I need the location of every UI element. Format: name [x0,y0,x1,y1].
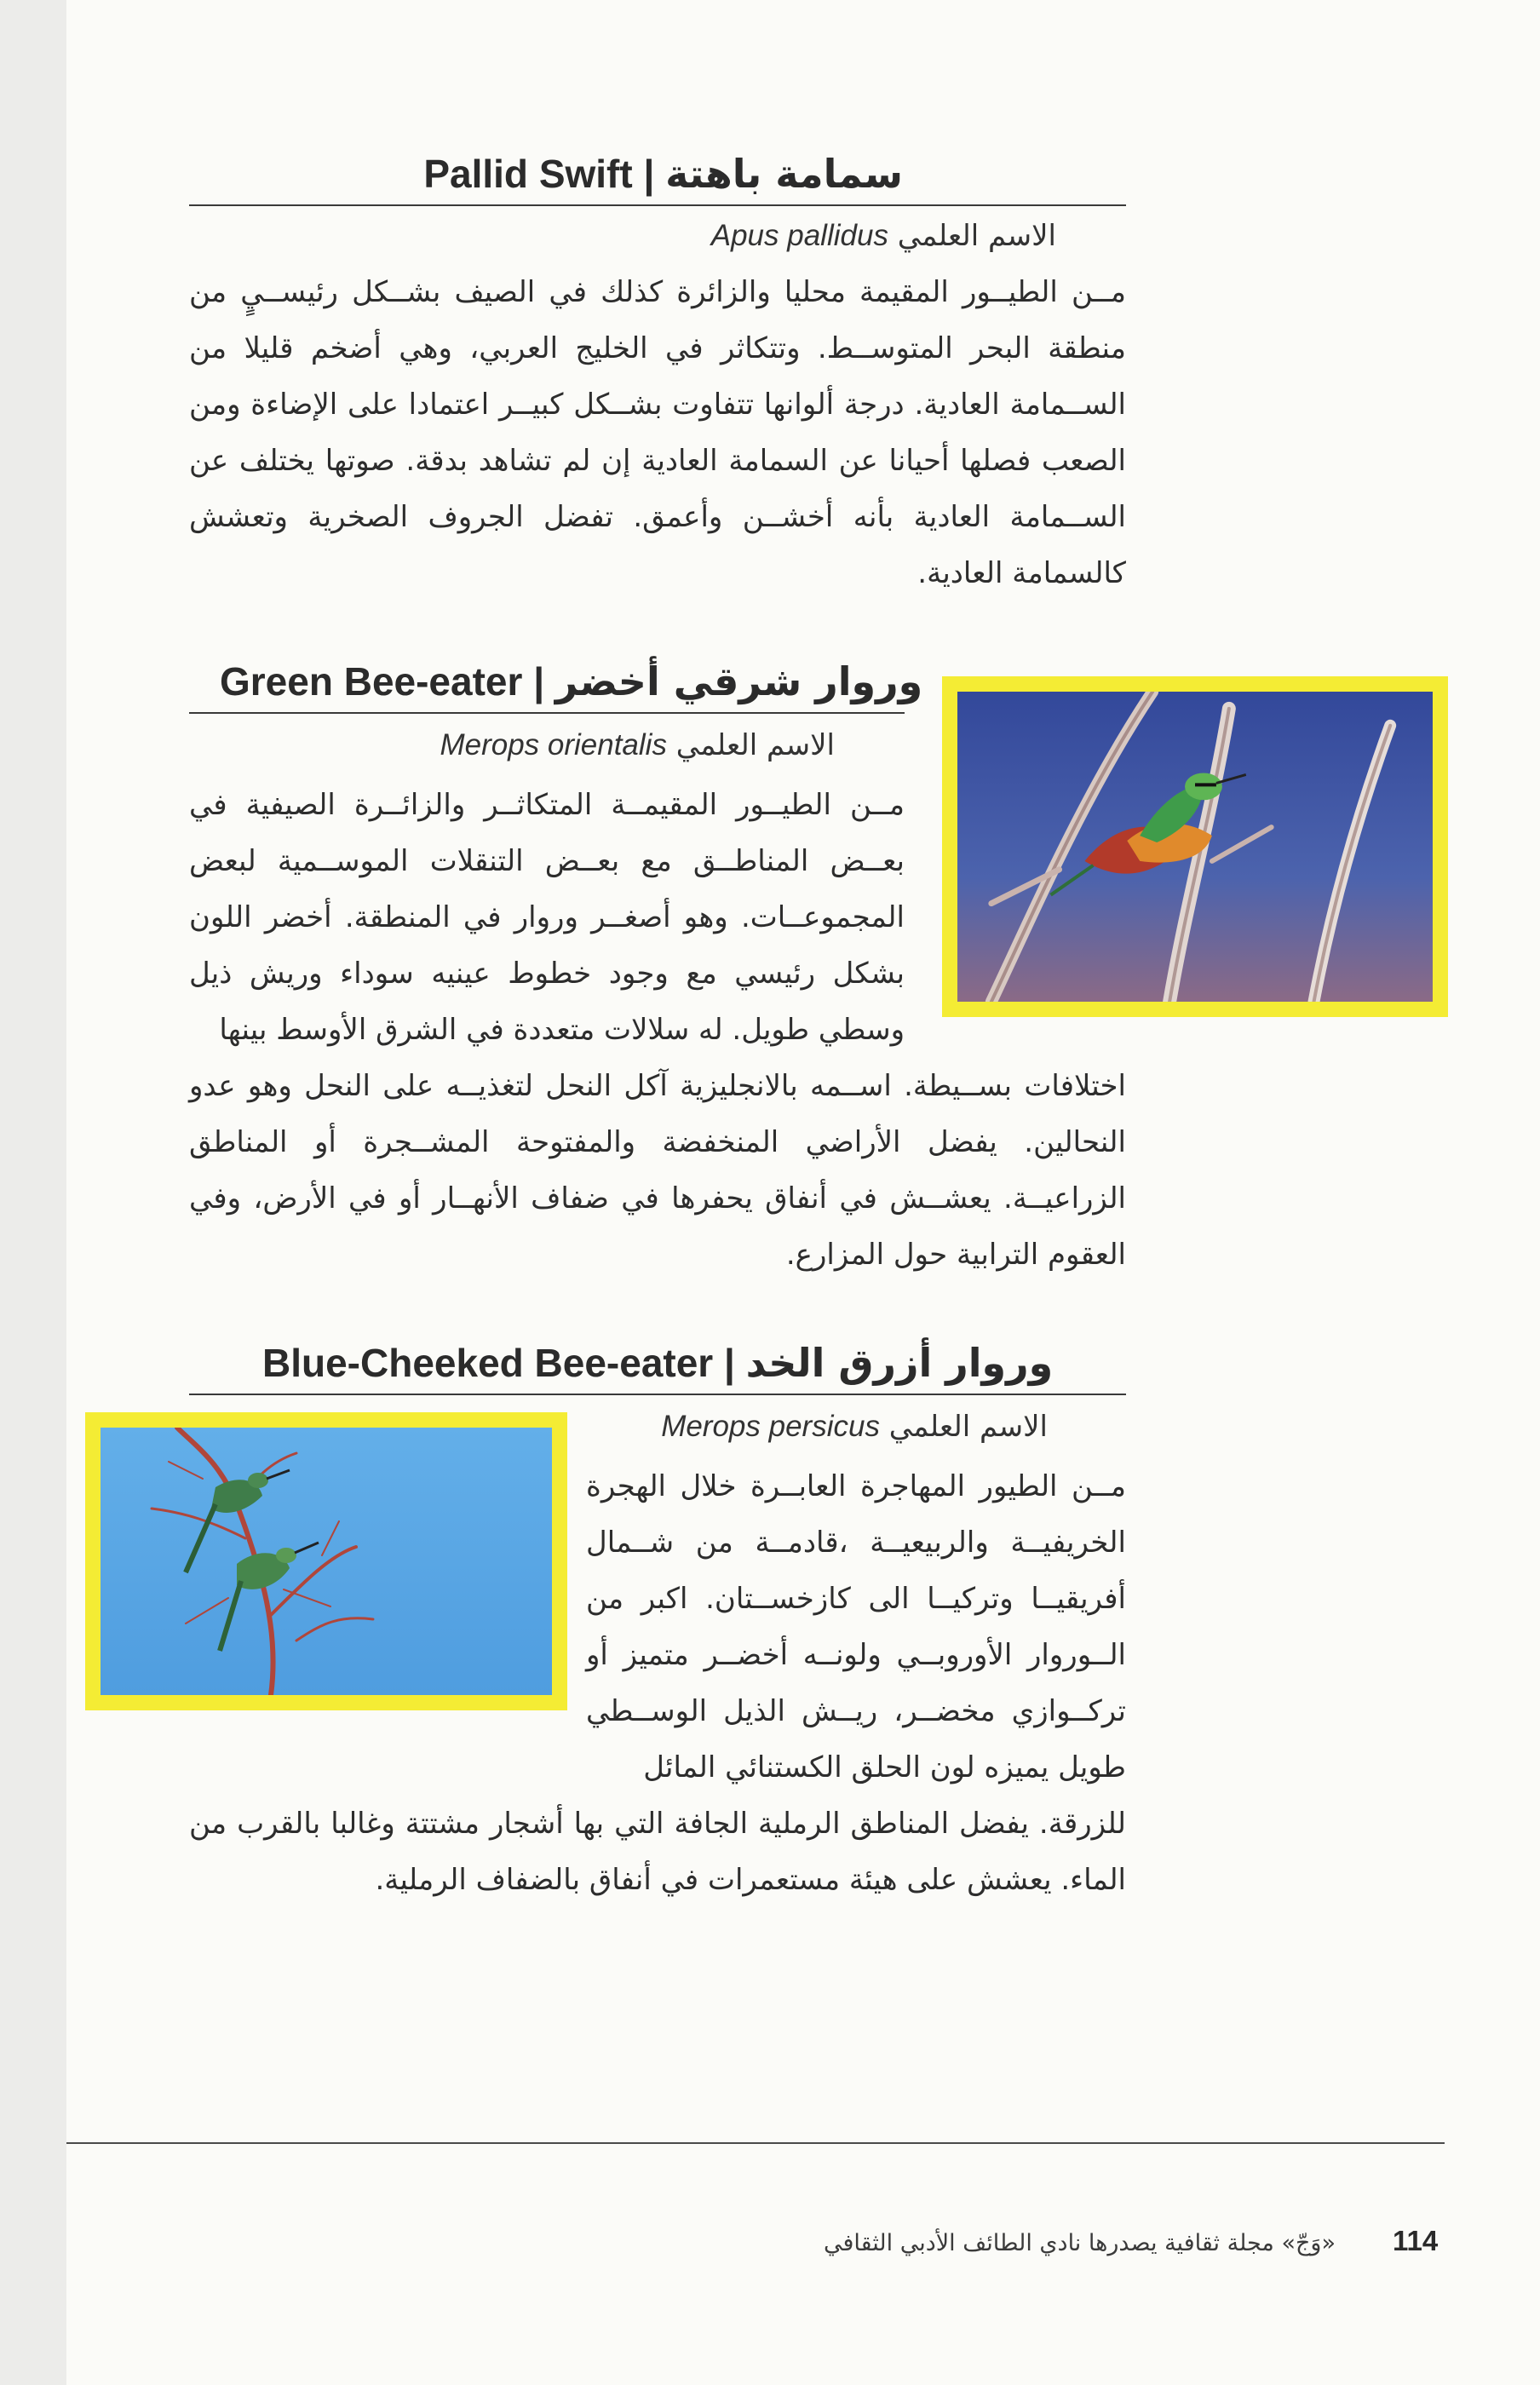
bee-eater-illustration [101,1428,552,1695]
heading-english: Green Bee-eater [220,659,523,704]
green-bee-eater-photo [942,676,1448,1017]
section-body-top: مــن الطيور المهاجرة العابــرة خلال الهجرة الخريفيــة والربيعيــة ،قادمــة من شــمال أفريقيــا وتركيــا الى كازخســتان. اكبر من الــوروار الأوروبــي ولونــه أخضــر متميز أو تركــوازي مخضــر، ريــش الذيل الوســطي طويل يميزه لون الحلق الكستنائي المائل [586,1469,1126,1784]
heading-separator: | [533,659,545,704]
scientific-name-line [440,726,835,765]
section-heading [262,1339,1054,1387]
heading-arabic: وروار أزرق الخد [745,1340,1054,1386]
section-heading [220,658,923,705]
page-number: 114 [1393,2225,1439,2256]
footer-rule [66,2142,1445,2144]
heading-underline [189,712,905,714]
scientific-name: Apus pallidus [710,219,888,252]
bee-eater-illustration [957,692,1433,1002]
scientific-name-line [711,216,1056,256]
heading-separator: | [643,152,655,196]
heading-underline [189,1394,1126,1395]
heading-arabic: وروار شرقي أخضر [555,658,923,704]
heading-english: Blue-Cheeked Bee-eater [262,1341,714,1385]
section-body-bottom: للزرقة. يفضل المناطق الرملية الجافة التي بها أشجار مشتتة وغالبا بالقرب من الماء. يعشش على هيئة مستعمرات في أنفاق بالضفاف الرملية. [189,1807,1126,1897]
heading-english: Pallid Swift [423,152,633,196]
heading-underline [189,204,1126,206]
scientific-name-line [661,1407,1048,1446]
scientific-name: Merops orientalis [440,728,667,761]
section-heading [417,150,903,198]
scientific-name: Merops persicus [661,1410,880,1443]
magazine-credit: «وَجّ» مجلة ثقافية يصدرها نادي الطائف الأدبي الثقافي [823,2230,1336,2256]
scientific-name-label: الاسم العلمي [675,728,835,762]
section-body: مــن الطيــور المقيمة محليا والزائرة كذلك في الصيف بشــكل رئيســيٍ من منطقة البحر المتوســط. وتتكاثر في الخليج العربي، وهي أضخم قليلا من الســمامة العادية. درجة ألوانها تتفاوت بشــكل كبيــر اعتمادا على الإضاءة ومن الصعب فصلها أحيانا عن السمامة العادية إن لم تشاهد بدقة. صوتها يختلف عن الســمامة العادية بأنه أخشــن وأعمق. تفضل الجروف الصخرية وتعشش كالسمامة العادية. [189,275,1126,590]
section-body-top: مــن الطيــور المقيمــة المتكاثــر والزائــرة الصيفية في بعــض المناطــق مع بعــض التنقلات الموســمية لبعض المجموعــات. وهو أصغــر وروار في المنطقة. أخضر اللون بشكل رئيسي مع وجود خطوط عينيه سوداء وريش ذيل وسطي طويل. له سلالات متعددة في الشرق الأوسط بينها [189,788,905,1047]
heading-separator: | [723,1341,735,1385]
heading-arabic: سمامة باهتة [665,151,903,197]
section-body-bottom: اختلافات بســيطة. اســمه بالانجليزية آكل النحل لتغذيــه على النحل وهو عدو النحالين. يفضل الأراضي المنخفضة والمفتوحة المشــجرة أو المناطق الزراعيــة. يعشــش في أنفاق يحفرها في ضفاف الأنهــار أو في الأرض، وفي العقوم الترابية حول المزارع. [189,1069,1126,1272]
scientific-name-label: الاسم العلمي [897,219,1056,253]
scientific-name-label: الاسم العلمي [888,1410,1048,1444]
blue-cheeked-bee-eater-photo [85,1412,567,1710]
